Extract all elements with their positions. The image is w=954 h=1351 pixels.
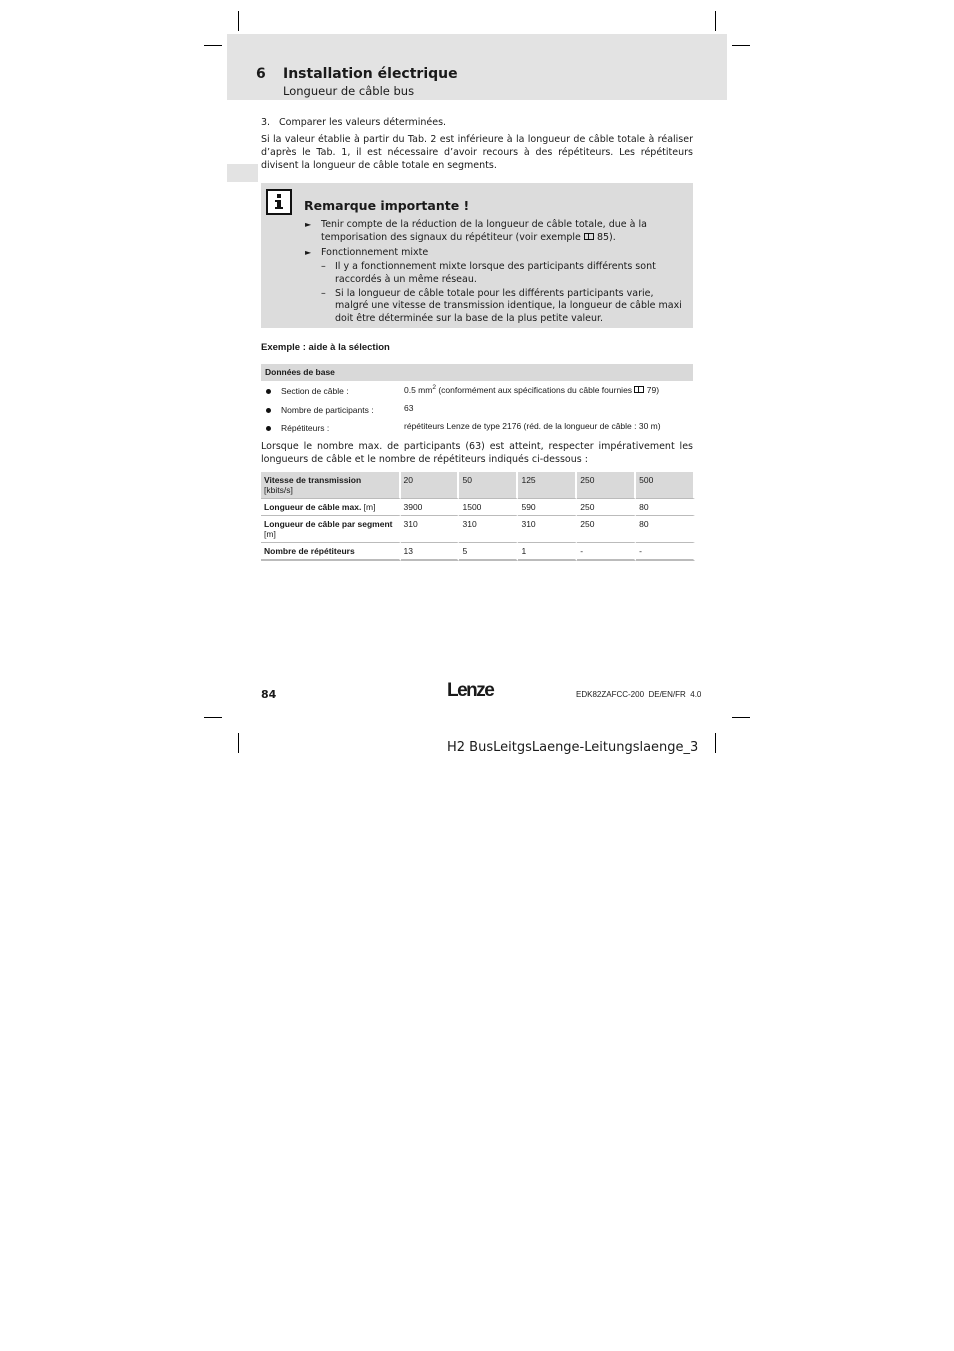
table-row [261, 499, 695, 516]
table-cell: 310 [401, 516, 460, 543]
page-ref: 79) [646, 384, 660, 395]
speed-table [261, 472, 695, 561]
table-cell: 80 [636, 516, 695, 543]
table-cell: 250 [577, 516, 636, 543]
note-bullet-text: temporisation des signaux du répétiteur (voir exemple [321, 232, 581, 243]
table-cell: 250 [577, 499, 636, 516]
dash-bullet: – [321, 261, 326, 272]
table-cell: - [577, 543, 636, 561]
page-ref: 85). [596, 232, 616, 243]
table-header-cell: 20 [401, 472, 460, 499]
table-row [261, 543, 695, 561]
example-heading: Exemple : aide à la sélection [261, 342, 390, 353]
note-title: Remarque importante ! [304, 198, 470, 213]
table-cell: 80 [636, 499, 695, 516]
basic-data-value: 63 [404, 403, 414, 413]
arrow-bullet-icon: ► [305, 220, 312, 229]
table-header-cell: 500 [636, 472, 695, 499]
table-header-row [261, 472, 695, 499]
basic-data-header-label: Données de base [265, 367, 335, 377]
chapter-title: Installation électrique [283, 66, 458, 82]
crop-mark [238, 733, 239, 753]
section-title: Longueur de câble bus [283, 84, 415, 98]
bullet-dot-icon [266, 389, 271, 394]
step-text: Comparer les valeurs déterminées. [279, 117, 447, 128]
book-icon [584, 233, 594, 240]
arrow-bullet-icon: ► [305, 248, 312, 257]
table-row-label [261, 499, 401, 516]
page-number: 84 [261, 688, 277, 701]
row-unit: [m] [264, 529, 276, 539]
note-sub-line: Il y a fonctionnement mixte lorsque des participants différents sont [335, 261, 656, 272]
file-label: H2 BusLeitgsLaenge-Leitungslaenge_3 [447, 740, 699, 755]
table-cell: - [636, 543, 695, 561]
basic-data-value [404, 384, 659, 395]
table-cell: 1 [518, 543, 577, 561]
value-text: 0.5 mm [404, 384, 433, 395]
table-row [261, 516, 695, 543]
basic-data-label: Répétiteurs : [281, 423, 330, 433]
crop-mark [204, 45, 222, 46]
paragraph: Lorsque le nombre max. de participants (63) est atteint, respecter impérativement les longueurs de câble et le nombre de répétiteurs indiqués ci-dessous : [261, 441, 693, 465]
note-bullet-line: Tenir compte de la réduction de la longueur de câble totale, due à la [321, 219, 647, 230]
step-number: 3. [261, 117, 271, 128]
note-sub-line: malgré une vitesse de transmission identique, la longueur de câble maxi [335, 300, 682, 311]
basic-data-value: répétiteurs Lenze de type 2176 (réd. de la longueur de câble : 30 m) [404, 421, 661, 431]
basic-data-label: Nombre de participants : [281, 405, 374, 415]
dash-bullet: – [321, 288, 326, 299]
crop-mark [715, 733, 716, 753]
table-header-cell: 50 [459, 472, 518, 499]
paragraph: Si la valeur établie à partir du Tab. 2 est inférieure à la longueur de câble totale à réaliser d’après le Tab. 1, il est nécessaire d’avoir recours à des répétiteurs. Les répétiteurs divisent la longueur de câble totale en segments. [261, 134, 693, 171]
row-label: Longueur de câble max. [264, 502, 362, 512]
table-header-cell: 125 [518, 472, 577, 499]
table-cell: 13 [401, 543, 460, 561]
document-code: EDK82ZAFCC-200 DE/EN/FR 4.0 [576, 690, 702, 699]
bullet-dot-icon [266, 426, 271, 431]
note-bullet-line [321, 231, 616, 244]
row-unit: [m] [361, 502, 376, 512]
side-tab [227, 164, 258, 182]
table-cell: 590 [518, 499, 577, 516]
info-icon [266, 189, 292, 215]
table-cell: 1500 [459, 499, 518, 516]
crop-mark [238, 11, 239, 31]
note-bullet-line: Fonctionnement mixte [321, 247, 429, 258]
crop-mark [715, 11, 716, 31]
table-row-label [261, 543, 401, 561]
value-superscript: 2 [432, 384, 436, 391]
table-cell: 310 [459, 516, 518, 543]
crop-mark [732, 45, 750, 46]
row-label: Nombre de répétiteurs [264, 546, 355, 556]
book-icon [634, 386, 644, 393]
row-label: Longueur de câble par segment [264, 519, 393, 529]
crop-mark [732, 717, 750, 718]
header-unit: [kbits/s] [264, 485, 293, 495]
note-sub-line: Si la longueur de câble totale pour les différents participants varie, [335, 288, 654, 299]
table-cell: 310 [518, 516, 577, 543]
table-header-cell [261, 472, 401, 499]
crop-mark [204, 717, 222, 718]
note-sub-line: raccordés à un même réseau. [335, 274, 477, 285]
table-header-cell: 250 [577, 472, 636, 499]
basic-data-label: Section de câble : [281, 386, 349, 396]
bullet-dot-icon [266, 408, 271, 413]
lenze-logo: Lenze [447, 680, 494, 701]
table-cell: 3900 [401, 499, 460, 516]
value-text: (conformément aux spécifications du câble fournies [435, 384, 633, 395]
chapter-number: 6 [256, 66, 266, 82]
note-sub-line: doit être déterminée sur la base de la plus petite valeur. [335, 313, 604, 324]
header-label: Vitesse de transmission [264, 475, 362, 485]
table-cell: 5 [459, 543, 518, 561]
table-row-label [261, 516, 401, 543]
